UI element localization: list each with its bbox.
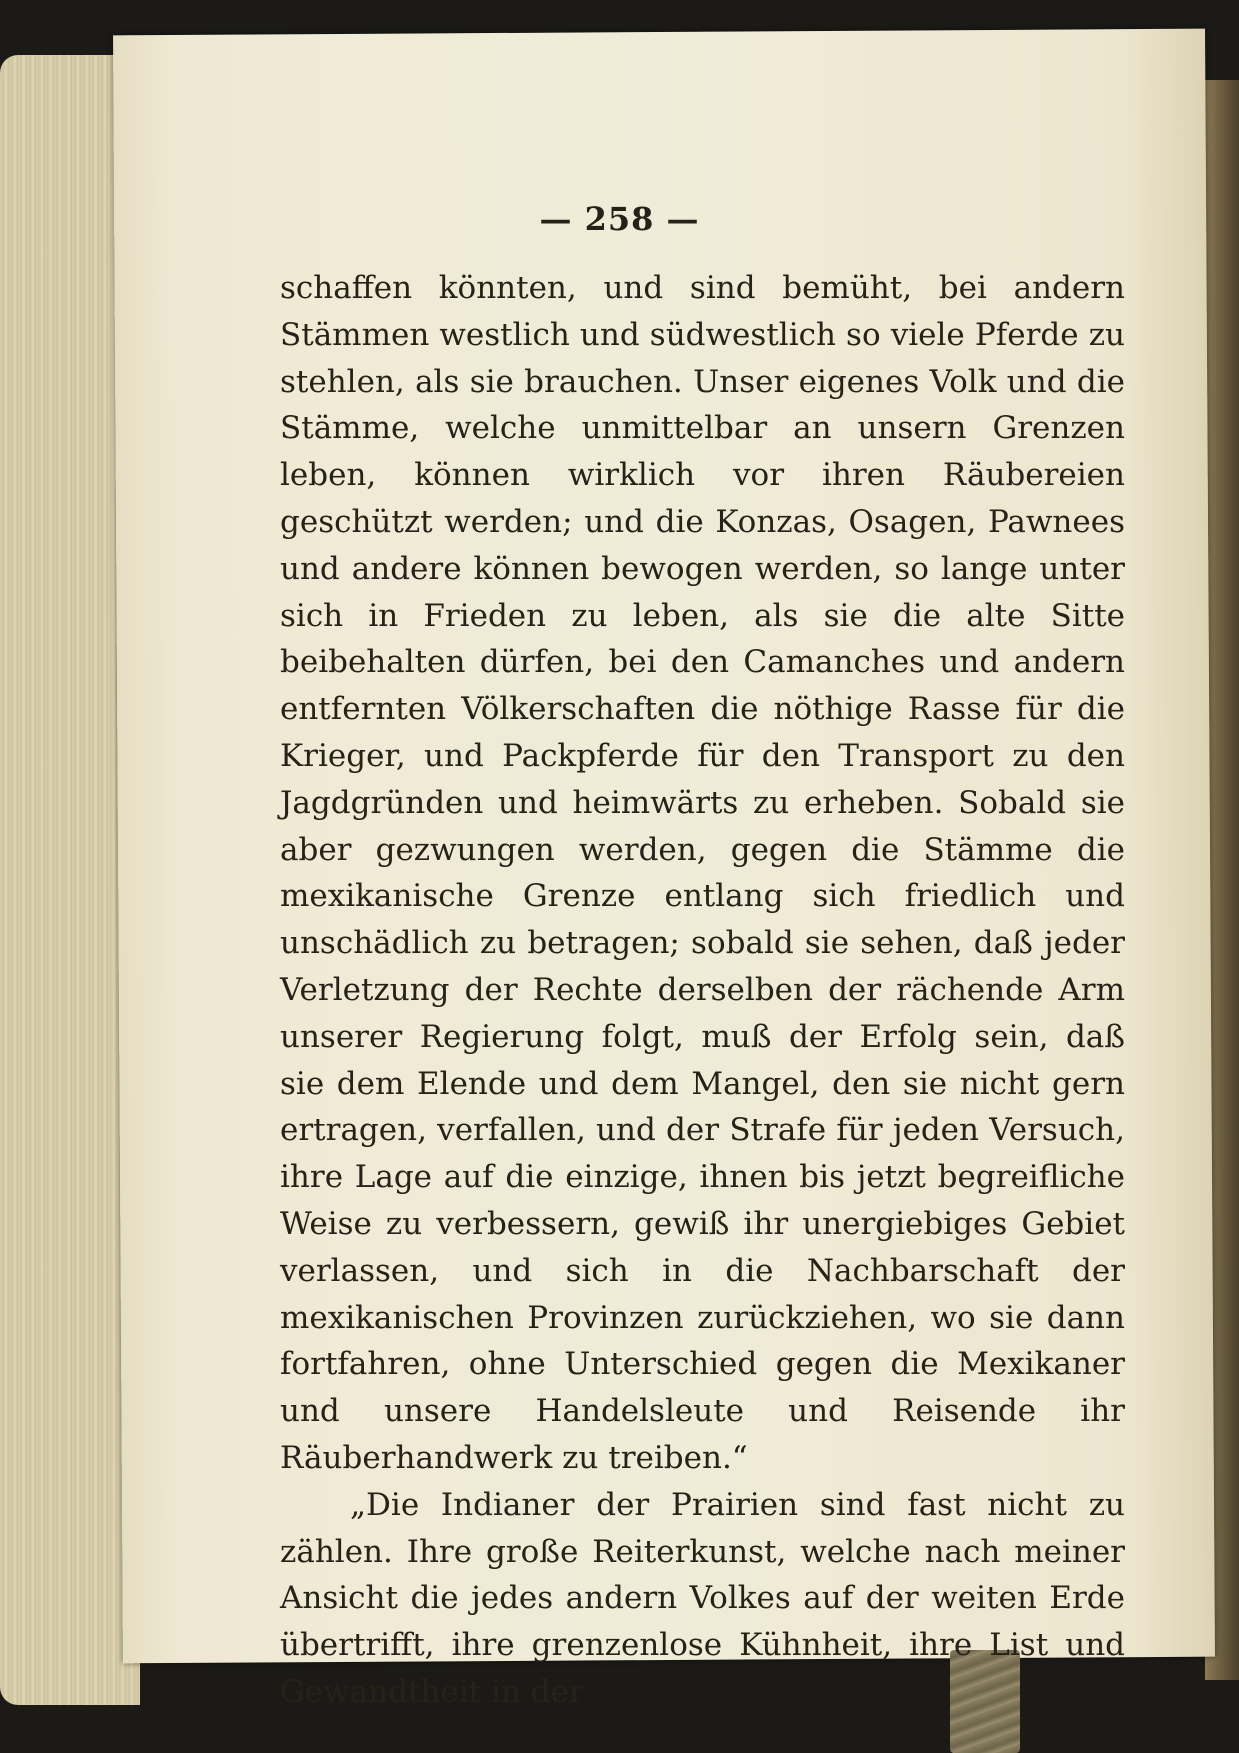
page-number: — 258 — <box>539 200 700 238</box>
page-body-text <box>280 265 1125 1716</box>
paragraph-new: „Die Indianer der Prairien sind fast nicht zu zählen. Ihre große Reiterkunst, welche nach meiner Ansicht die jedes andern Volkes auf der weiten Erde übertrifft, ihre grenzenlose Kühnheit, ihre List und Gewandtheit in der <box>280 1486 1125 1710</box>
paragraph-continued: schaffen könnten, und sind bemüht, bei andern Stämmen westlich und südwestlich so viele Pferde zu stehlen, als sie brauchen. Unser eigenes Volk und die Stämme, welche unmittelbar an unsern Grenzen leben, können wirklich vor ihren Räubereien geschützt werden; und die Konzas, Osagen, Pawnees und andere können bewogen werden, so lange unter sich in Frieden zu leben, als sie die alte Sitte beibehalten dürfen, bei den Camanches und andern entfernten Völkerschaften die nöthige Rasse für die Krieger, und Packpferde für den Transport zu den Jagdgründen und heimwärts zu erheben. Sobald sie aber gezwungen werden, gegen die Stämme die mexikanische Grenze entlang sich friedlich und unschädlich zu betragen; sobald sie sehen, daß jeder Verletzung der Rechte derselben der rächende Arm unserer Regierung folgt, muß der Erfolg sein, daß sie dem Elende und dem Mangel, den sie nicht gern ertragen, verfallen, und der Strafe für jeden Versuch, ihre Lage auf die einzige, ihnen bis jetzt begreifliche Weise zu verbessern, gewiß ihr unergiebiges Gebiet verlassen, und sich in die Nachbarschaft der mexikanischen Provinzen zurückziehen, wo sie dann fortfahren, ohne Unterschied gegen die Mexikaner und unsere Handelsleute und Reisende ihr Räuberhandwerk zu treiben.“ <box>280 270 1125 1476</box>
